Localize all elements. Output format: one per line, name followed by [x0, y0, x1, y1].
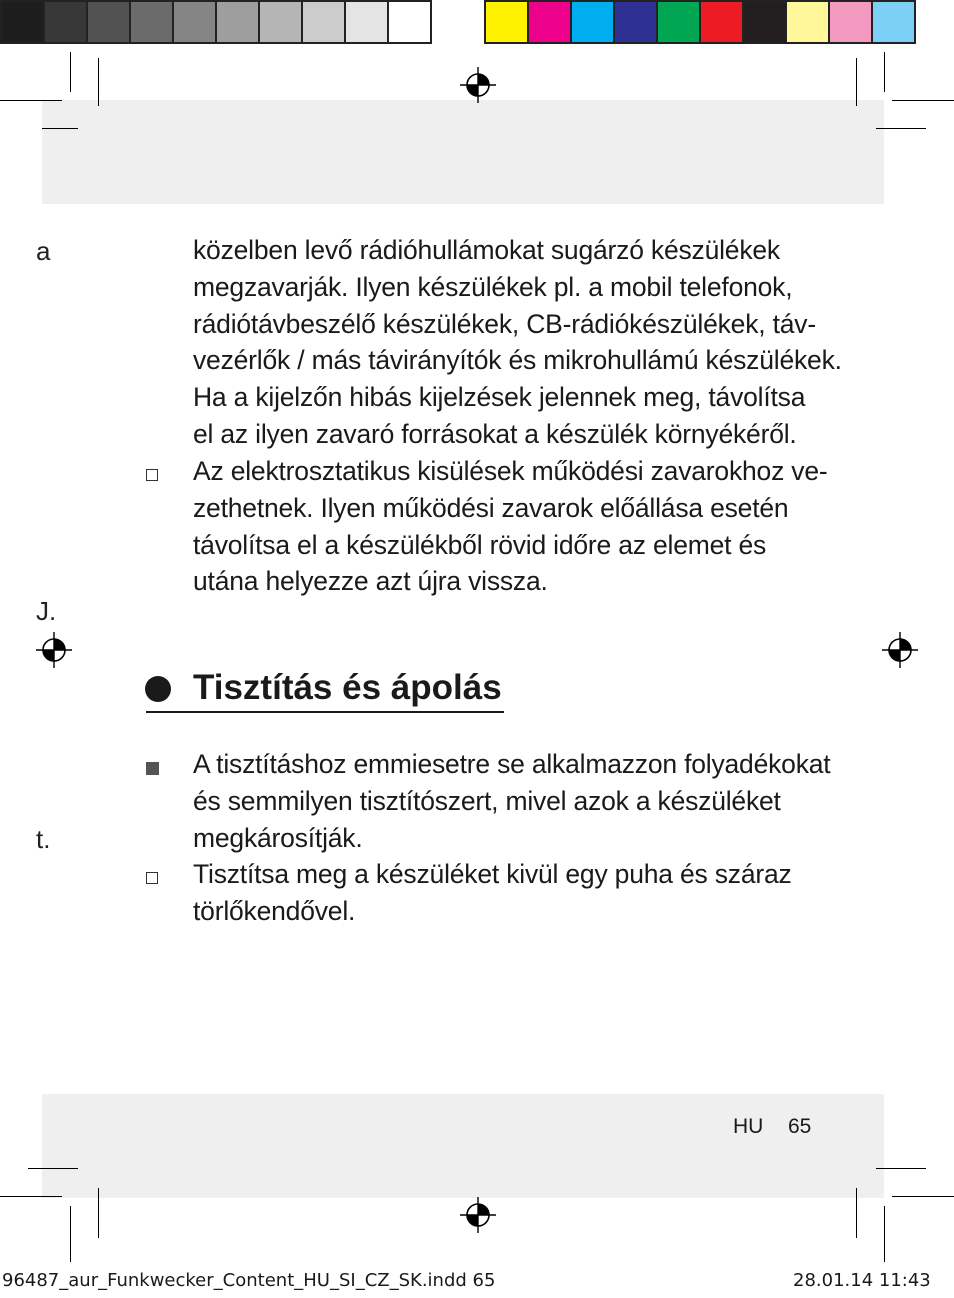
filled-square-bullet-icon	[146, 762, 159, 775]
text-line: és semmilyen tisztítószert, mivel azok a készüléket	[193, 785, 781, 816]
text-line: rádiótávbeszélő készülékek, CB-rádiókészülékek, táv-	[193, 308, 816, 339]
text-line: közelben levő rádióhullámokat sugárzó készülékek	[193, 235, 780, 265]
slug-filename: 96487_aur_Funkwecker_Content_HU_SI_CZ_SK.indd 65	[2, 1270, 496, 1291]
slug-date: 28.01.14 11:43	[793, 1270, 931, 1291]
text-line: vezérlők / más távirányítók és mikrohullámú készülékek.	[193, 345, 842, 376]
color-swatch	[484, 0, 529, 44]
text-line: törlőkendővel.	[193, 895, 356, 926]
color-swatch	[258, 0, 303, 44]
margin-fragment: a	[36, 236, 51, 266]
text-line: zethetnek. Ilyen működési zavarok előállása esetén	[193, 492, 789, 523]
color-swatch	[301, 0, 346, 44]
text-line: utána helyezze azt újra vissza.	[193, 566, 548, 597]
color-calibration-bar	[486, 0, 916, 50]
color-swatch	[215, 0, 260, 44]
paragraph-continuation	[193, 232, 842, 453]
list-item	[193, 856, 833, 930]
text-line: távolítsa el a készülékből rövid időre az elemet és	[193, 529, 767, 560]
footer-band	[42, 1094, 884, 1198]
margin-fragment: J.	[36, 596, 57, 626]
color-swatch	[387, 0, 432, 44]
open-square-bullet-icon	[146, 469, 158, 481]
color-swatch	[344, 0, 389, 44]
color-swatch	[613, 0, 658, 44]
section-heading: Tisztítás és ápolás	[193, 668, 502, 707]
registration-mark-icon	[881, 631, 919, 669]
color-swatch	[656, 0, 701, 44]
color-swatch	[871, 0, 916, 44]
list-item	[193, 453, 833, 600]
color-swatch	[570, 0, 615, 44]
open-square-bullet-icon	[146, 872, 158, 884]
page-number: 65	[788, 1115, 812, 1138]
registration-mark-icon	[459, 1196, 497, 1234]
text-line: megzavarják. Ilyen készülékek pl. a mobil telefonok,	[193, 271, 793, 302]
color-swatch	[86, 0, 131, 44]
color-swatch	[129, 0, 174, 44]
text-line: A tisztításhoz emmiesetre se alkalmazzon folyadékokat	[193, 749, 831, 779]
text-line: Az elektrosztatikus kisülések működési zavarokhoz ve-	[193, 456, 828, 486]
color-swatch	[172, 0, 217, 44]
text-line: Ha a kijelzőn hibás kijelzések jelennek meg, távolítsa	[193, 382, 806, 413]
text-line: el az ilyen zavaró forrásokat a készülék környékéről.	[193, 418, 797, 449]
text-line: Tisztítsa meg a készüléket kivül egy puha és száraz	[193, 859, 792, 889]
color-swatch	[828, 0, 873, 44]
color-swatch	[527, 0, 572, 44]
registration-mark-icon	[459, 66, 497, 104]
text-line: megkárosítják.	[193, 822, 363, 853]
color-swatch	[699, 0, 744, 44]
footer-language: HU	[733, 1115, 764, 1138]
color-swatch	[742, 0, 787, 44]
color-swatch	[785, 0, 830, 44]
list-item	[193, 746, 833, 856]
heading-bullet-icon	[145, 676, 171, 702]
color-swatch	[0, 0, 45, 44]
color-swatch	[43, 0, 88, 44]
margin-fragment: t.	[36, 824, 51, 854]
grayscale-calibration-bar	[2, 0, 432, 50]
header-band	[42, 100, 884, 204]
heading-underline	[146, 711, 504, 713]
registration-mark-icon	[35, 631, 73, 669]
